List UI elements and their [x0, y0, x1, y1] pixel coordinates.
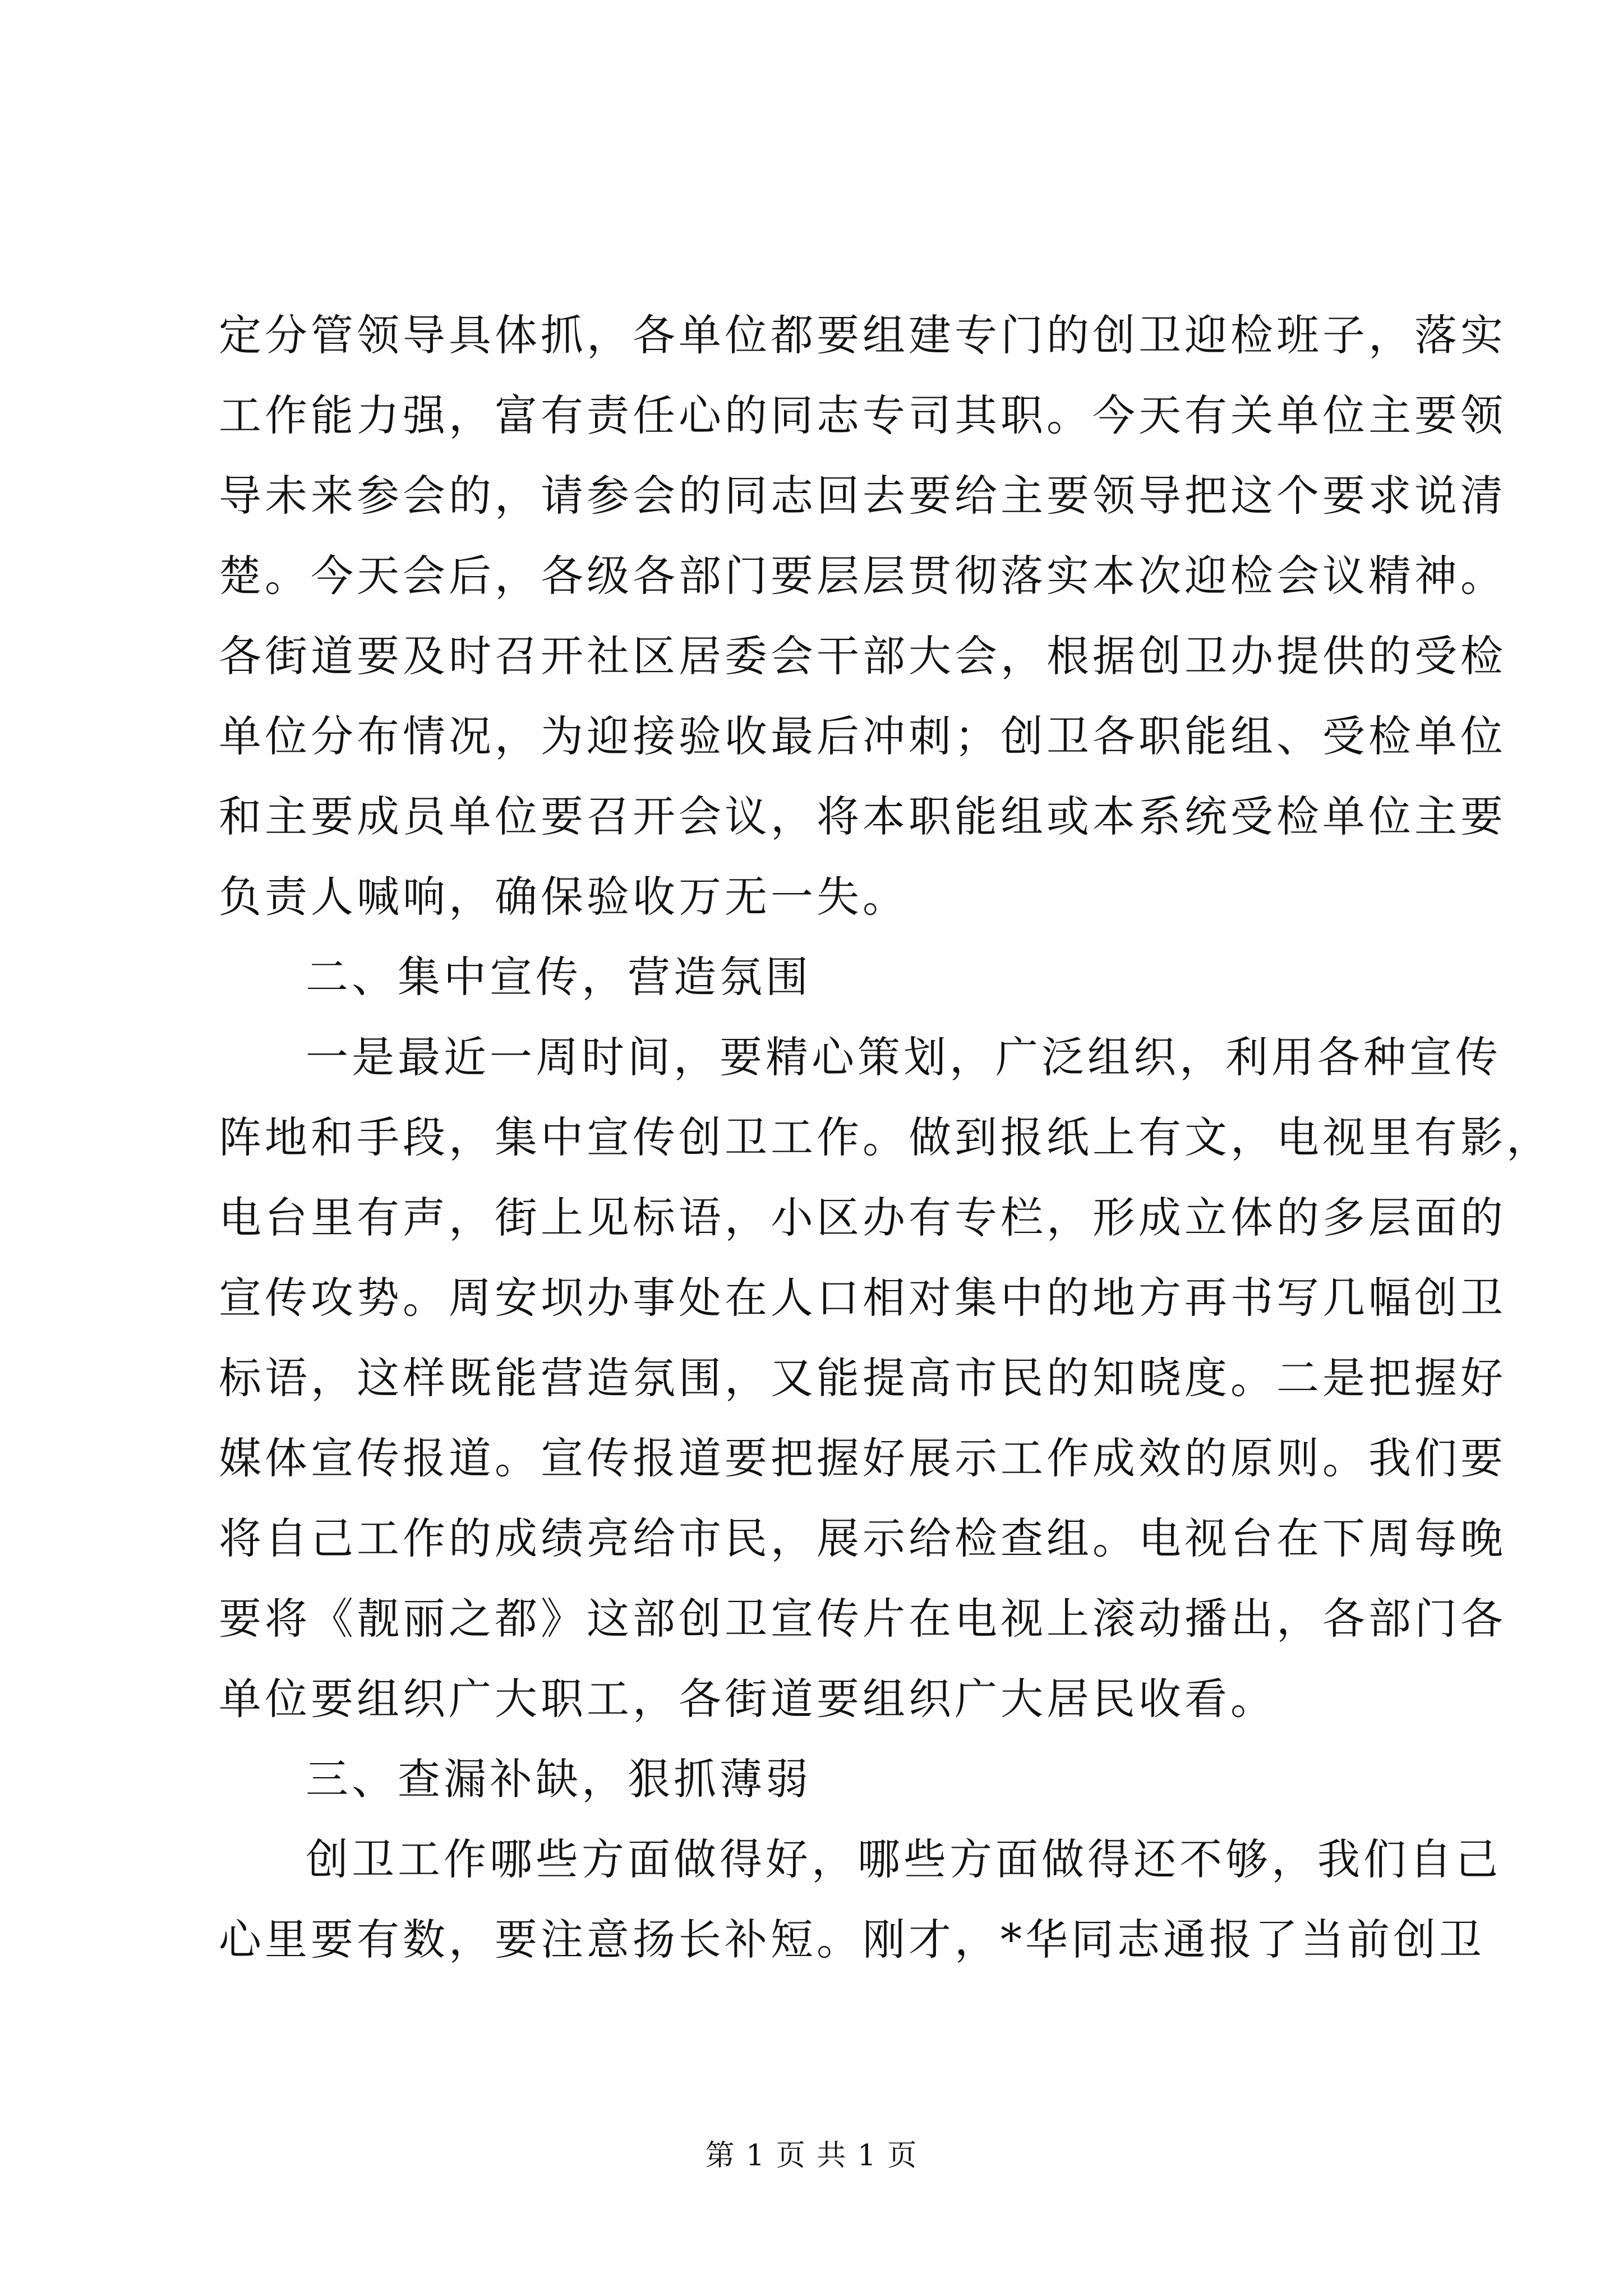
text-line: 宣传攻势。周安坝办事处在人口相对集中的地方再书写几幅创卫	[219, 1273, 1506, 1323]
text-line: 单位要组织广大职工，各街道要组织广大居民收看。	[219, 1674, 1276, 1724]
text-line: 楚。今天会后，各级各部门要层层贯彻落实本次迎检会议精神。	[219, 551, 1506, 601]
text-line: 单位分布情况，为迎接验收最后冲刺；创卫各职能组、受检单位	[219, 711, 1506, 761]
text-line: 电台里有声，街上见标语，小区办有专栏，形成立体的多层面的	[219, 1193, 1506, 1243]
text-line: 导未来参会的，请参会的同志回去要给主要领导把这个要求说清	[219, 471, 1506, 521]
section-heading: 二、集中宣传，营造氛围	[306, 952, 811, 1002]
text-line: 媒体宣传报道。宣传报道要把握好展示工作成效的原则。我们要	[219, 1433, 1506, 1483]
section-heading: 三、查漏补缺，狠抓薄弱	[306, 1754, 811, 1804]
text-line: 定分管领导具体抓，各单位都要组建专门的创卫迎检班子，落实	[219, 310, 1506, 360]
text-line: 标语，这样既能营造氛围，又能提高市民的知晓度。二是把握好	[219, 1353, 1506, 1403]
text-line: 工作能力强，富有责任心的同志专司其职。今天有关单位主要领	[219, 390, 1506, 440]
page-footer: 第 1 页 共 1 页	[705, 2139, 918, 2173]
text-line: 心里要有数，要注意扬长补短。刚才，*华同志通报了当前创卫	[219, 1915, 1485, 1964]
text-line: 阵地和手段，集中宣传创卫工作。做到报纸上有文，电视里有影，	[219, 1112, 1552, 1162]
text-line: 将自己工作的成绩亮给市民，展示给检查组。电视台在下周每晚	[219, 1513, 1506, 1563]
paragraph-first-line: 创卫工作哪些方面做得好，哪些方面做得还不够，我们自己	[306, 1834, 1501, 1884]
text-line: 负责人喊响，确保验收万无一失。	[219, 872, 909, 922]
text-line: 各街道要及时召开社区居委会干部大会，根据创卫办提供的受检	[219, 631, 1506, 681]
text-line: 要将《靓丽之都》这部创卫宣传片在电视上滚动播出，各部门各	[219, 1594, 1506, 1644]
paragraph-first-line: 一是最近一周时间，要精心策划，广泛组织，利用各种宣传	[306, 1032, 1501, 1082]
text-line: 和主要成员单位要召开会议，将本职能组或本系统受检单位主要	[219, 792, 1506, 841]
